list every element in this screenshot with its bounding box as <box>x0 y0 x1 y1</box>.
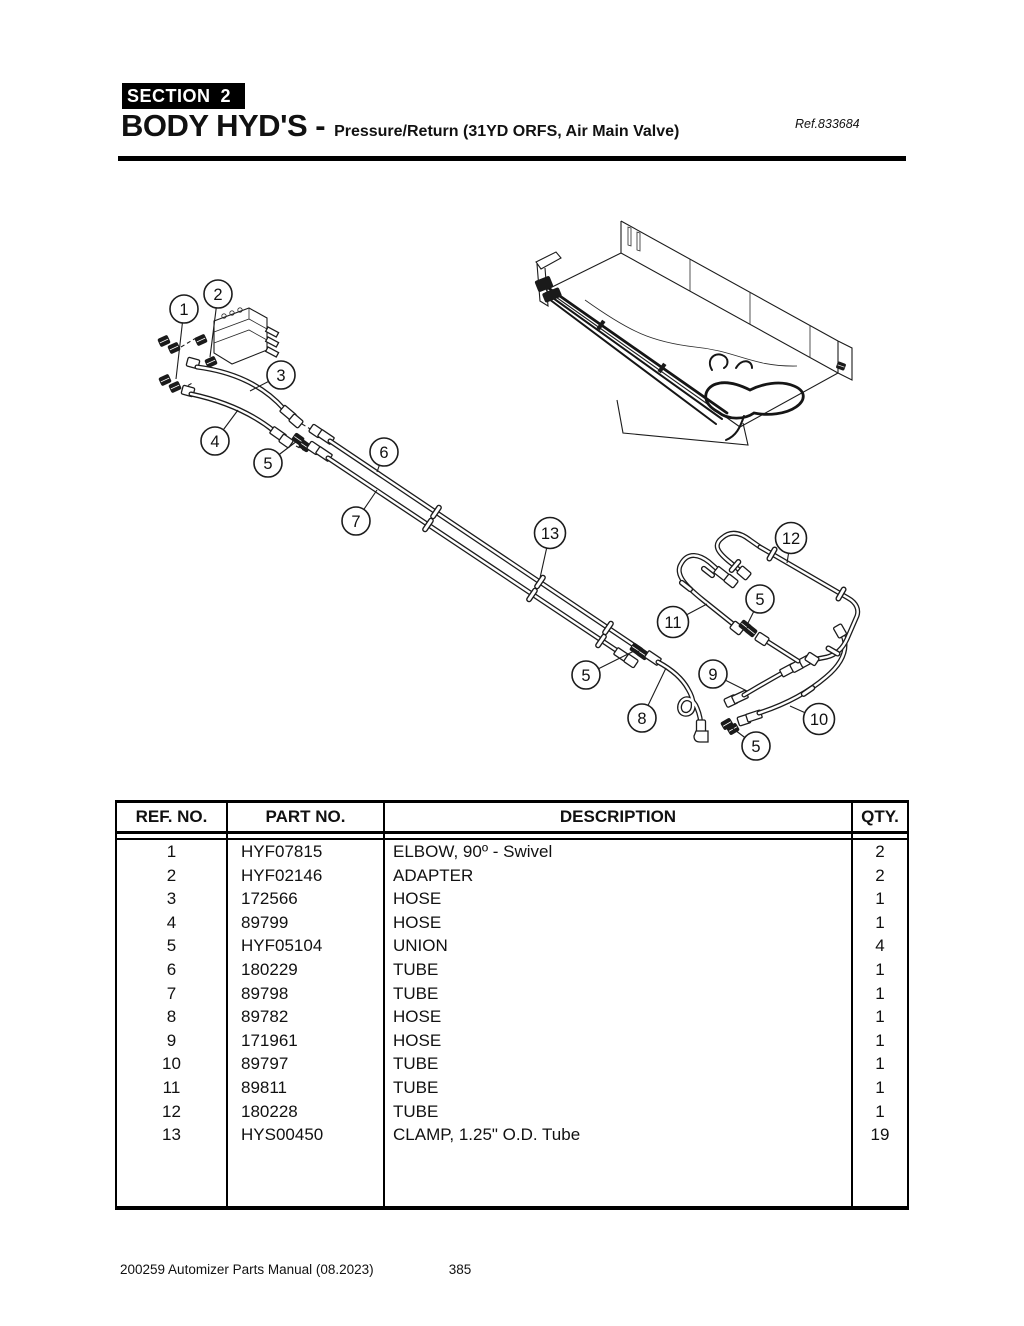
col-header-qty: QTY. <box>861 807 899 826</box>
cell-qty: 1 <box>875 1007 885 1027</box>
page-subtitle: Pressure/Return (31YD ORFS, Air Main Valve) <box>334 123 680 140</box>
callout-9 <box>699 660 747 691</box>
cell-desc: TUBE <box>385 1076 853 1100</box>
table-row <box>117 1052 907 1076</box>
svg-text:9: 9 <box>708 666 718 684</box>
svg-text:3: 3 <box>276 367 286 385</box>
svg-text:1: 1 <box>179 301 189 319</box>
cell-qty: 2 <box>875 865 885 885</box>
svg-text:13: 13 <box>540 525 560 543</box>
union-fitting-5d <box>720 717 740 735</box>
table-row <box>117 864 907 888</box>
table-header-row <box>117 803 907 834</box>
cell-qty: 2 <box>875 842 885 861</box>
cell-part: 89797 <box>228 1052 385 1076</box>
callout-10 <box>790 704 835 735</box>
svg-text:5: 5 <box>751 738 761 756</box>
cell-desc: TUBE <box>385 1100 853 1124</box>
svg-text:6: 6 <box>379 444 389 462</box>
callout-7 <box>342 490 377 535</box>
cell-ref: 8 <box>117 1005 228 1029</box>
cell-desc: CLAMP, 1.25" O.D. Tube <box>385 1123 853 1147</box>
cell-ref: 7 <box>117 982 228 1006</box>
cell-ref: 3 <box>117 887 228 911</box>
cell-ref: 5 <box>117 934 228 958</box>
cell-part: 89799 <box>228 911 385 935</box>
svg-text:12: 12 <box>781 530 801 548</box>
cell-desc: TUBE <box>385 958 853 982</box>
parts-diagram <box>0 185 1024 800</box>
col-header-ref: REF. NO. <box>117 803 228 831</box>
cell-qty: 1 <box>875 1101 885 1121</box>
cell-ref: 12 <box>117 1100 228 1124</box>
cell-part: 89811 <box>228 1076 385 1100</box>
cell-ref: 13 <box>117 1123 228 1147</box>
callout-8 <box>628 668 666 732</box>
cell-qty: 1 <box>875 1077 885 1097</box>
cell-desc: ELBOW, 90º - Swivel <box>385 840 853 864</box>
cell-ref: 4 <box>117 911 228 935</box>
callout-5 <box>254 441 297 477</box>
cell-qty: 4 <box>875 936 885 956</box>
header-rule <box>118 156 906 161</box>
cell-part: HYF07815 <box>228 840 385 864</box>
callout-11 <box>658 604 708 638</box>
hose-8 <box>645 650 708 742</box>
cell-ref: 9 <box>117 1029 228 1053</box>
callout-13 <box>535 518 566 579</box>
hose-4 <box>181 385 293 448</box>
svg-text:2: 2 <box>213 286 223 304</box>
cell-ref: 2 <box>117 864 228 888</box>
cell-desc: HOSE <box>385 911 853 935</box>
cell-part: 180228 <box>228 1100 385 1124</box>
cell-part: 89798 <box>228 982 385 1006</box>
cell-part: 172566 <box>228 887 385 911</box>
cell-part: HYS00450 <box>228 1123 385 1147</box>
page-title-row <box>121 108 679 144</box>
table-row <box>117 887 907 911</box>
callout-6 <box>370 438 398 472</box>
cell-part: 171961 <box>228 1029 385 1053</box>
cell-qty: 1 <box>875 912 885 932</box>
tube-6 <box>309 424 641 650</box>
callout-5 <box>731 727 770 760</box>
svg-text:4: 4 <box>210 433 220 451</box>
ref-number: Ref.833684 <box>795 117 860 131</box>
col-header-desc: DESCRIPTION <box>385 803 853 831</box>
svg-text:5: 5 <box>755 591 765 609</box>
cell-qty: 1 <box>875 959 885 979</box>
col-header-part: PART NO. <box>228 803 385 831</box>
footer-page-number: 385 <box>448 1262 472 1277</box>
cell-qty: 1 <box>875 1054 885 1074</box>
cell-ref: 1 <box>117 840 228 864</box>
table-row <box>117 1100 907 1124</box>
svg-text:5: 5 <box>263 455 273 473</box>
cell-qty: 1 <box>875 983 885 1003</box>
section-number: 2 <box>220 85 231 106</box>
table-row <box>117 911 907 935</box>
cell-qty: 1 <box>875 889 885 909</box>
cell-desc: ADAPTER <box>385 864 853 888</box>
cell-ref: 11 <box>117 1076 228 1100</box>
cell-ref: 6 <box>117 958 228 982</box>
table-row <box>117 934 907 958</box>
table-row <box>117 1005 907 1029</box>
table-row <box>117 1076 907 1100</box>
svg-text:11: 11 <box>664 614 682 632</box>
cell-desc: HOSE <box>385 887 853 911</box>
truck-bed-inset <box>534 221 852 445</box>
table-row <box>117 982 907 1006</box>
valve-block <box>214 308 279 364</box>
callout-2 <box>204 280 232 357</box>
table-row <box>117 958 907 982</box>
section-label: SECTION <box>127 85 211 106</box>
cell-desc: UNION <box>385 934 853 958</box>
cell-part: HYF05104 <box>228 934 385 958</box>
svg-text:5: 5 <box>581 667 591 685</box>
cell-desc: HOSE <box>385 1005 853 1029</box>
page-title: BODY HYD'S - <box>121 108 326 143</box>
parts-table <box>115 800 909 1210</box>
footer-manual-title: 200259 Automizer Parts Manual (08.2023) <box>120 1262 374 1277</box>
svg-text:10: 10 <box>809 711 829 729</box>
tube-7 <box>307 441 639 668</box>
table-row <box>117 1029 907 1053</box>
cell-ref: 10 <box>117 1052 228 1076</box>
table-filler-row <box>117 1147 907 1206</box>
table-body <box>117 840 907 1147</box>
table-row <box>117 1123 907 1147</box>
svg-text:8: 8 <box>637 710 647 728</box>
cell-desc: HOSE <box>385 1029 853 1053</box>
cell-part: HYF02146 <box>228 864 385 888</box>
cell-qty: 19 <box>870 1125 890 1145</box>
section-badge <box>122 83 245 109</box>
cell-desc: TUBE <box>385 982 853 1006</box>
cell-part: 89782 <box>228 1005 385 1029</box>
cell-part: 180229 <box>228 958 385 982</box>
svg-text:7: 7 <box>351 513 361 531</box>
callout-4 <box>201 410 238 455</box>
callout-5 <box>746 585 774 625</box>
cell-desc: TUBE <box>385 1052 853 1076</box>
cell-qty: 1 <box>875 1030 885 1050</box>
table-row <box>117 840 907 864</box>
